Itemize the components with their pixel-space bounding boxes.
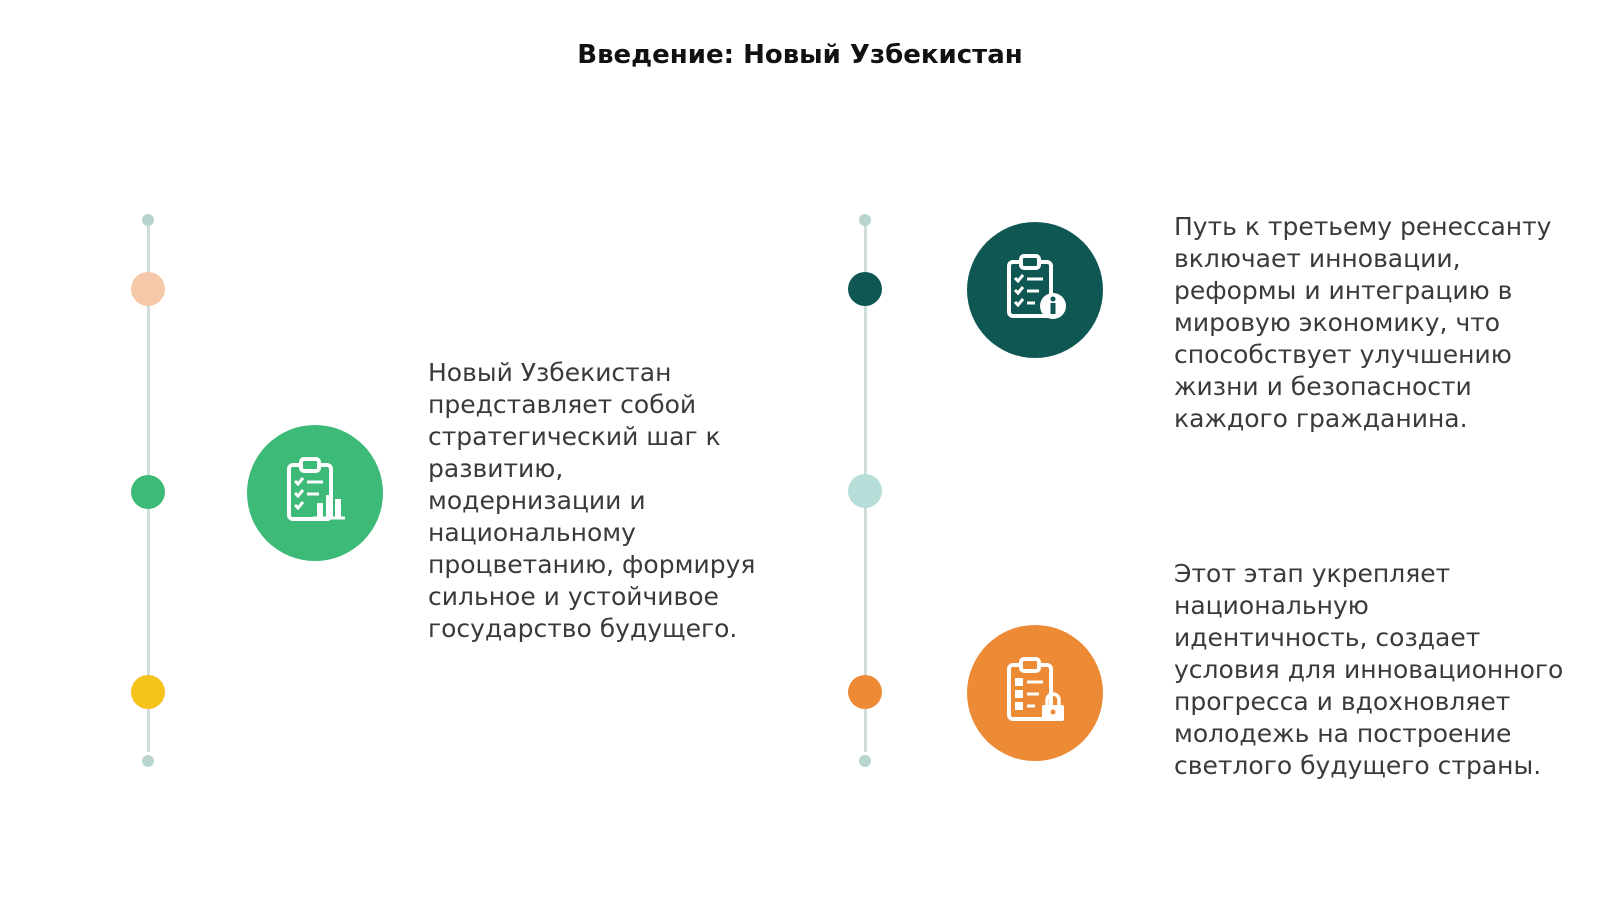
- timeline-dot-green: [131, 475, 165, 509]
- left-timeline-top-cap: [142, 214, 154, 226]
- right-timeline-top-cap: [859, 214, 871, 226]
- page-title: Введение: Новый Узбекистан: [577, 40, 1023, 70]
- timeline-dot-orange: [848, 675, 882, 709]
- clipboard-lock-icon: [999, 655, 1071, 731]
- right-timeline-bottom-cap: [859, 755, 871, 767]
- timeline-dot-light-teal: [848, 474, 882, 508]
- timeline-dot-peach: [131, 272, 165, 306]
- item-3-icon-circle: [967, 625, 1103, 761]
- item-2-text: Путь к третьему ренессанту включает инновации, реформы и интеграцию в мировую экономику, что способствует улучшению жизни и безопасности каждого гражданина.: [1174, 212, 1552, 433]
- timeline-dot-dark-teal: [848, 272, 882, 306]
- item-3-text: Этот этап укрепляет национальную идентичность, создает условия для инновационного прогресса и вдохновляет молодежь на построение светлого будущего страны.: [1174, 559, 1564, 780]
- clipboard-chart-icon: [279, 455, 351, 531]
- clipboard-info-icon: [999, 252, 1071, 328]
- timeline-dot-yellow: [131, 675, 165, 709]
- item-1-text: Новый Узбекистан представляет собой стратегический шаг к развитию, модернизации и национальному процветанию, формируя сильное и устойчивое государство будущего.: [428, 358, 756, 643]
- left-timeline-bottom-cap: [142, 755, 154, 767]
- item-1-icon-circle: [247, 425, 383, 561]
- item-2-icon-circle: [967, 222, 1103, 358]
